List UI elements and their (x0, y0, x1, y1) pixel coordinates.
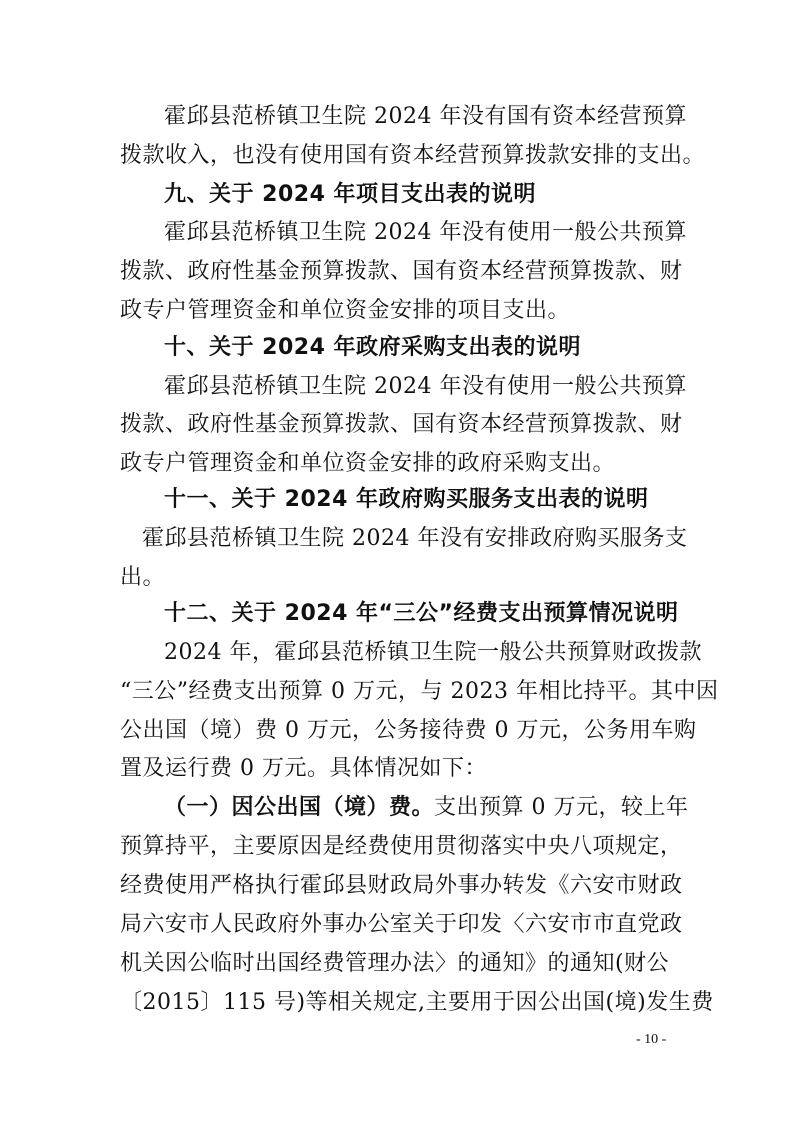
body-line: 政专户管理资金和单位资金安排的项目支出。 (120, 298, 571, 323)
body-line: 霍邱县范桥镇卫生院 2024 年没有安排政府购买服务支 (142, 526, 688, 551)
section-heading-12: 十二、关于 2024 年“三公”经费支出预算情况说明 (164, 601, 679, 626)
section-heading-11: 十一、关于 2024 年政府购买服务支出表的说明 (164, 487, 649, 512)
body-line: 经费使用严格执行霍邱县财政局外事办转发《六安市财政 (120, 873, 683, 898)
body-line: 置及运行费 0 万元。具体情况如下： (120, 756, 487, 781)
section-heading-10: 十、关于 2024 年政府采购支出表的说明 (164, 335, 582, 360)
body-line: 政专户管理资金和单位资金安排的政府采购支出。 (120, 451, 616, 476)
body-line: 拨款收入，也没有使用国有资本经营预算拨款安排的支出。 (120, 143, 706, 168)
body-line: 局六安市人民政府外事办公室关于印发〈六安市市直党政 (120, 912, 683, 937)
subsection-text: 支出预算 0 万元，较上年 (434, 795, 689, 820)
body-line: 2024 年，霍邱县范桥镇卫生院一般公共预算财政拨款 (164, 640, 702, 665)
subsection-line (164, 793, 689, 823)
page-number: - 10 - (636, 1032, 667, 1047)
body-line: 拨款、政府性基金预算拨款、国有资本经营预算拨款、财 (120, 412, 683, 437)
body-line: 拨款、政府性基金预算拨款、国有资本经营预算拨款、财 (120, 259, 683, 284)
body-line: 霍邱县范桥镇卫生院 2024 年没有使用一般公共预算 (164, 220, 687, 245)
body-line: 公出国（境）费 0 万元，公务接待费 0 万元，公务用车购 (120, 718, 697, 743)
body-line: 霍邱县范桥镇卫生院 2024 年没有使用一般公共预算 (164, 374, 687, 399)
body-line: 机关因公临时出国经费管理办法〉的通知》的通知(财公 (120, 951, 670, 976)
body-line: 〔2015〕115 号)等相关规定,主要用于因公出国(境)发生费 (120, 990, 714, 1015)
body-line: 出。 (120, 565, 166, 590)
body-line: 霍邱县范桥镇卫生院 2024 年没有国有资本经营预算 (164, 104, 687, 129)
body-line: 预算持平，主要原因是经费使用贯彻落实中央八项规定， (120, 834, 683, 859)
subsection-lead: （一）因公出国（境）费。 (164, 795, 435, 820)
body-line: “三公”经费支出预算 0 万元，与 2023 年相比持平。其中因 (120, 679, 719, 704)
section-heading-9: 九、关于 2024 年项目支出表的说明 (164, 182, 537, 207)
